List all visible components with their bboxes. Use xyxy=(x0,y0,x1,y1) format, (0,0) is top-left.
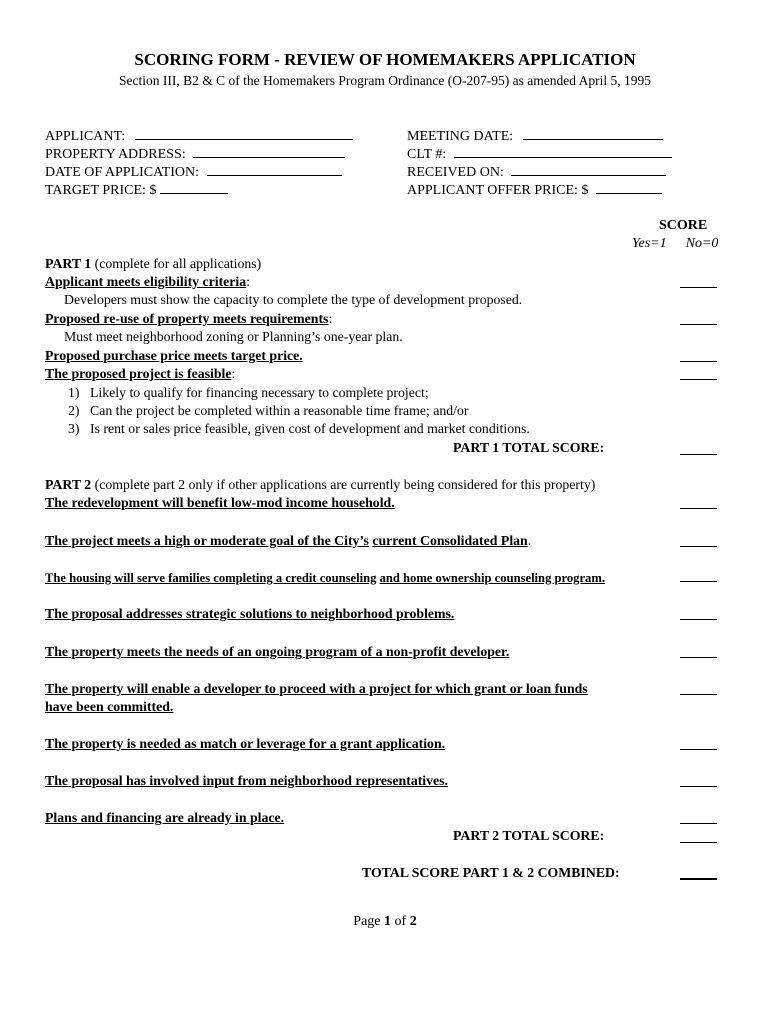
score-yes-legend: Yes=1 xyxy=(632,236,667,251)
part1-reuse-note: Must meet neighborhood zoning or Planning’s one-year plan. xyxy=(64,329,403,344)
part2-low-mod: The redevelopment will benefit low-mod income household. xyxy=(45,495,395,510)
score-blank-input[interactable] xyxy=(680,786,717,787)
score-blank-reuse[interactable] xyxy=(680,324,717,325)
part2-match: The property is needed as match or leverage for a grant application. xyxy=(45,736,446,751)
target-price-input[interactable] xyxy=(160,180,228,194)
score-blank-consolidated-plan[interactable] xyxy=(680,546,717,547)
applicant-offer-price-field[interactable] xyxy=(407,180,662,200)
score-blank-plans[interactable] xyxy=(680,823,717,824)
score-blank-part1-total[interactable] xyxy=(680,454,717,455)
page-number: Page 1 of 2 xyxy=(353,914,417,929)
target-price-field[interactable] xyxy=(45,180,228,200)
meeting-date-label: MEETING DATE: xyxy=(407,129,514,144)
score-blank-eligibility[interactable] xyxy=(680,287,717,288)
clt-label: CLT #: xyxy=(407,147,447,162)
page-subtitle: Section III, B2 & C of the Homemakers Program Ordinance (O-207-95) as amended April 5, 1995 xyxy=(119,73,651,88)
applicant-input[interactable] xyxy=(135,126,353,140)
received-on-input[interactable] xyxy=(511,162,666,176)
score-blank-purchase-price[interactable] xyxy=(680,361,717,362)
score-blank-low-mod[interactable] xyxy=(680,508,717,509)
target-price-label: TARGET PRICE: $ xyxy=(45,183,157,198)
part1-total-label: PART 1 TOTAL SCORE: xyxy=(453,440,605,455)
score-blank-match[interactable] xyxy=(680,749,717,750)
score-blank-grant[interactable] xyxy=(680,694,717,695)
meeting-date-input[interactable] xyxy=(523,126,663,140)
part1-heading: PART 1 (complete for all applications) xyxy=(45,256,262,271)
score-blank-housing-counseling[interactable] xyxy=(680,581,717,582)
combined-total-label: TOTAL SCORE PART 1 & 2 COMBINED: xyxy=(362,865,620,880)
part2-grant-line2: have been committed. xyxy=(45,699,174,714)
part2-consolidated-plan: The project meets a high or moderate goal of the City’s current Consolidated Plan. xyxy=(45,533,532,548)
part2-plans: Plans and financing are already in place. xyxy=(45,810,285,825)
date-of-application-label: DATE OF APPLICATION: xyxy=(45,165,200,180)
score-legend xyxy=(632,236,718,252)
part2-input: The proposal has involved input from neighborhood representatives. xyxy=(45,773,448,788)
applicant-offer-price-input[interactable] xyxy=(596,180,662,194)
part1-eligibility: Applicant meets eligibility criteria: xyxy=(45,274,251,289)
clt-input[interactable] xyxy=(454,144,672,158)
score-blank-nonprofit[interactable] xyxy=(680,657,717,658)
page-title: SCORING FORM - REVIEW OF HOMEMAKERS APPLICATION xyxy=(134,50,636,69)
feasible-item-2: 2) Can the project be completed within a reasonable time frame; and/or xyxy=(68,403,469,418)
date-of-application-input[interactable] xyxy=(207,162,342,176)
score-blank-combined-total[interactable] xyxy=(680,878,717,880)
date-of-application-field[interactable] xyxy=(45,162,342,182)
applicant-label: APPLICANT: xyxy=(45,129,126,144)
part2-housing-counseling: The housing will serve families completing a credit counseling and home ownership counseling program. xyxy=(45,571,605,585)
part2-strategic: The proposal addresses strategic solutions to neighborhood problems. xyxy=(45,606,455,621)
part2-heading: PART 2 (complete part 2 only if other applications are currently being considered for this property) xyxy=(45,477,596,492)
part1-feasible: The proposed project is feasible: xyxy=(45,366,236,381)
received-on-field[interactable] xyxy=(407,162,666,182)
part2-grant-line1: The property will enable a developer to proceed with a project for which grant or loan funds xyxy=(45,681,588,696)
property-address-field[interactable] xyxy=(45,144,345,164)
score-blank-part2-total[interactable] xyxy=(680,842,717,843)
clt-field[interactable] xyxy=(407,144,672,164)
part2-nonprofit: The property meets the needs of an ongoing program of a non-profit developer. xyxy=(45,644,510,659)
received-on-label: RECEIVED ON: xyxy=(407,165,504,180)
property-address-label: PROPERTY ADDRESS: xyxy=(45,147,186,162)
property-address-input[interactable] xyxy=(193,144,345,158)
part2-total-label: PART 2 TOTAL SCORE: xyxy=(453,828,605,843)
feasible-item-1: 1) Likely to qualify for financing necessary to complete project; xyxy=(68,385,429,400)
score-no-legend: No=0 xyxy=(685,236,719,251)
part1-purchase-price: Proposed purchase price meets target price. xyxy=(45,348,303,363)
applicant-field[interactable] xyxy=(45,126,353,146)
score-header: SCORE xyxy=(659,218,708,233)
part1-reuse: Proposed re-use of property meets requirements: xyxy=(45,311,333,326)
meeting-date-field[interactable] xyxy=(407,126,663,146)
applicant-offer-price-label: APPLICANT OFFER PRICE: $ xyxy=(407,183,589,198)
score-blank-strategic[interactable] xyxy=(680,619,717,620)
part1-eligibility-note: Developers must show the capacity to complete the type of development proposed. xyxy=(64,292,523,307)
feasible-item-3: 3) Is rent or sales price feasible, given cost of development and market conditions. xyxy=(68,421,530,436)
score-blank-feasible[interactable] xyxy=(680,379,717,380)
